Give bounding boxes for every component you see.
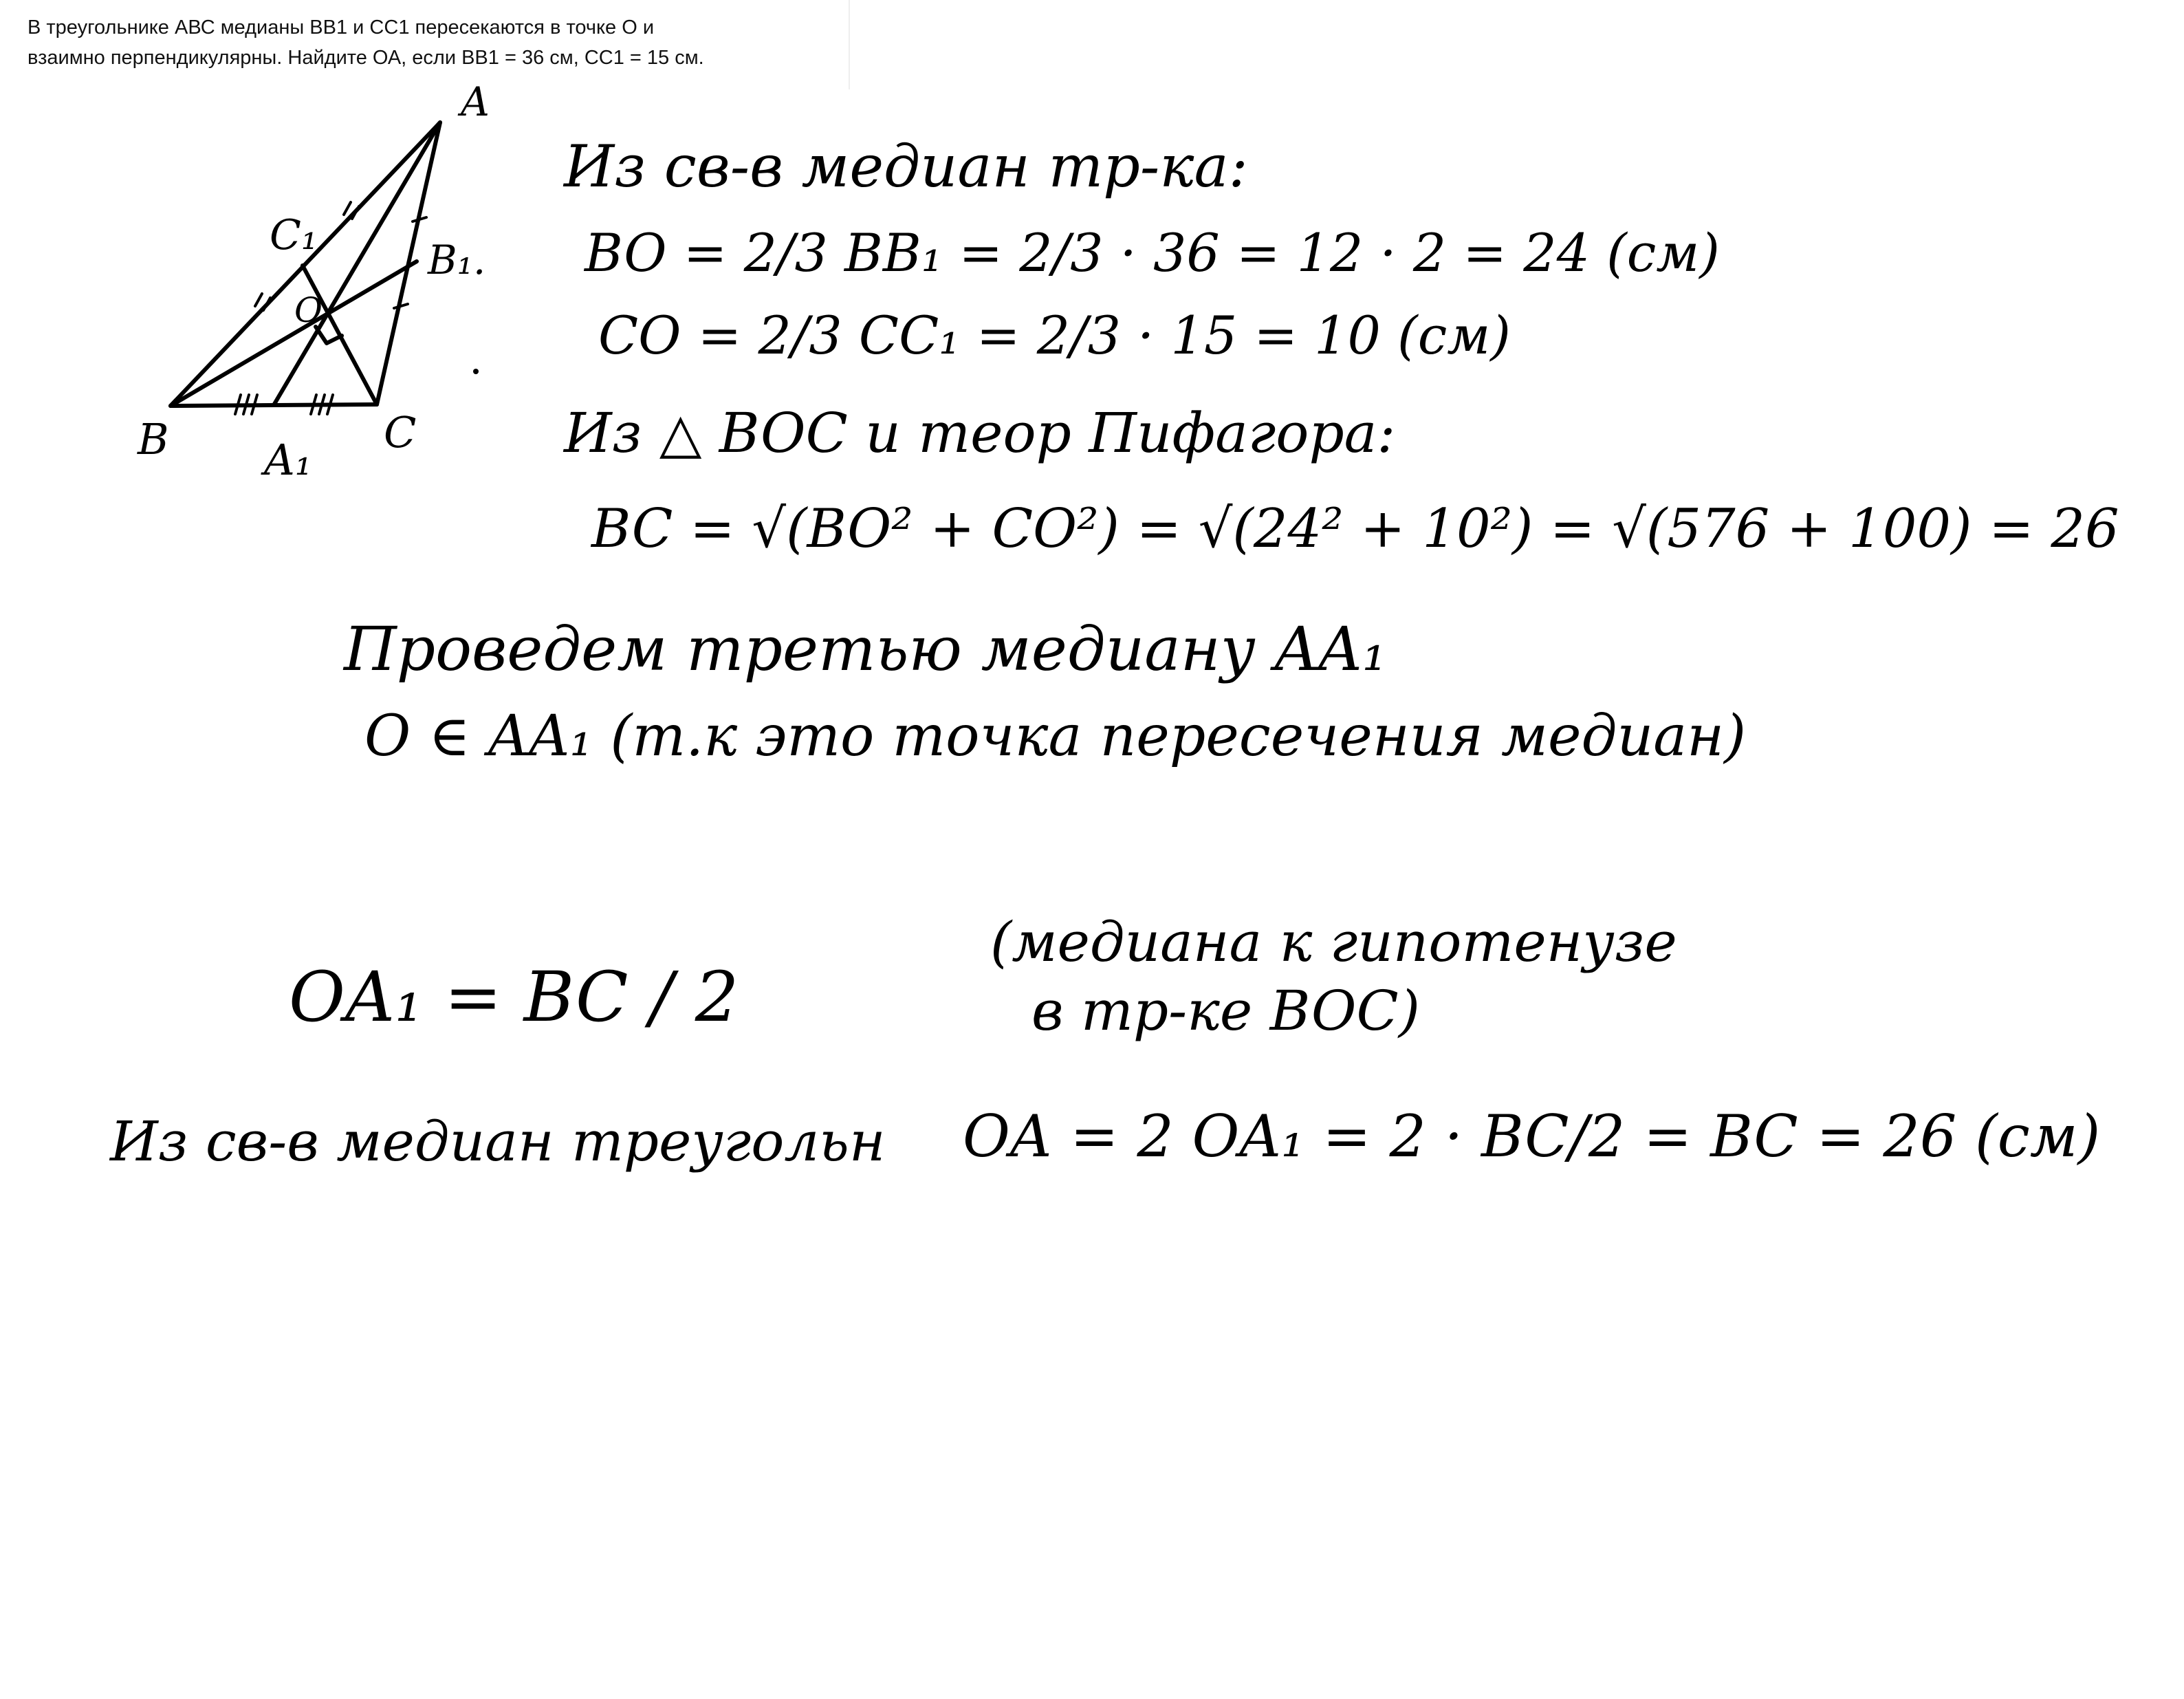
solution-line-9-right: OA = 2 OA₁ = 2 · BC/2 = BC = 26 (см)	[963, 1103, 2101, 1170]
vertex-label-a: A	[461, 78, 490, 125]
solution-line-1: Из св-в медиан тр-ка:	[564, 133, 1248, 200]
tick-c1b-1	[255, 294, 262, 306]
point-label-c1: C₁	[270, 211, 318, 259]
task-text-line-1: В треугольнике АВС медианы ВВ1 и СС1 пересекаются в точке О и	[28, 17, 655, 39]
point-label-a1: A₁	[264, 435, 312, 485]
solution-line-7: O ∈ AA₁ (т.к это точка пересечения медиан)	[364, 704, 1747, 769]
side-ab	[171, 122, 440, 406]
solution-line-9-left: Из св-в медиан треугольн	[110, 1110, 886, 1173]
point-label-o: O	[294, 290, 323, 330]
tick-ac1-1	[344, 202, 351, 215]
solution-line-8-right-2: в тр-ке BOC)	[1031, 979, 1420, 1043]
solution-line-2: BO = 2/3 BB₁ = 2/3 · 36 = 12 · 2 = 24 (см)	[585, 222, 1720, 283]
task-text-line-2: взаимно перпендикулярны. Найдите ОА, если ВВ1 = 36 см, СС1 = 15 см.	[28, 47, 704, 69]
solution-line-5: BC = √(BO² + CO²) = √(24² + 10²) = √(576 + 100) = 26	[591, 498, 2119, 560]
solution-line-3: CO = 2/3 CC₁ = 2/3 · 15 = 10 (см)	[598, 305, 1511, 366]
vertex-label-c: C	[384, 407, 417, 457]
triangle-figure	[0, 0, 523, 495]
solution-line-8-right-1: (медиана к гипотенузе	[990, 910, 1677, 974]
point-label-b1: B₁.	[428, 237, 486, 283]
solution-line-6: Проведем третью медиану AA₁	[344, 614, 1387, 684]
solution-line-8-left: OA₁ = BC / 2	[289, 957, 739, 1037]
vertex-label-b: B	[138, 414, 169, 464]
solution-line-4: Из △ BOC и теор Пифагора:	[564, 401, 1396, 465]
stray-dot	[473, 369, 479, 374]
